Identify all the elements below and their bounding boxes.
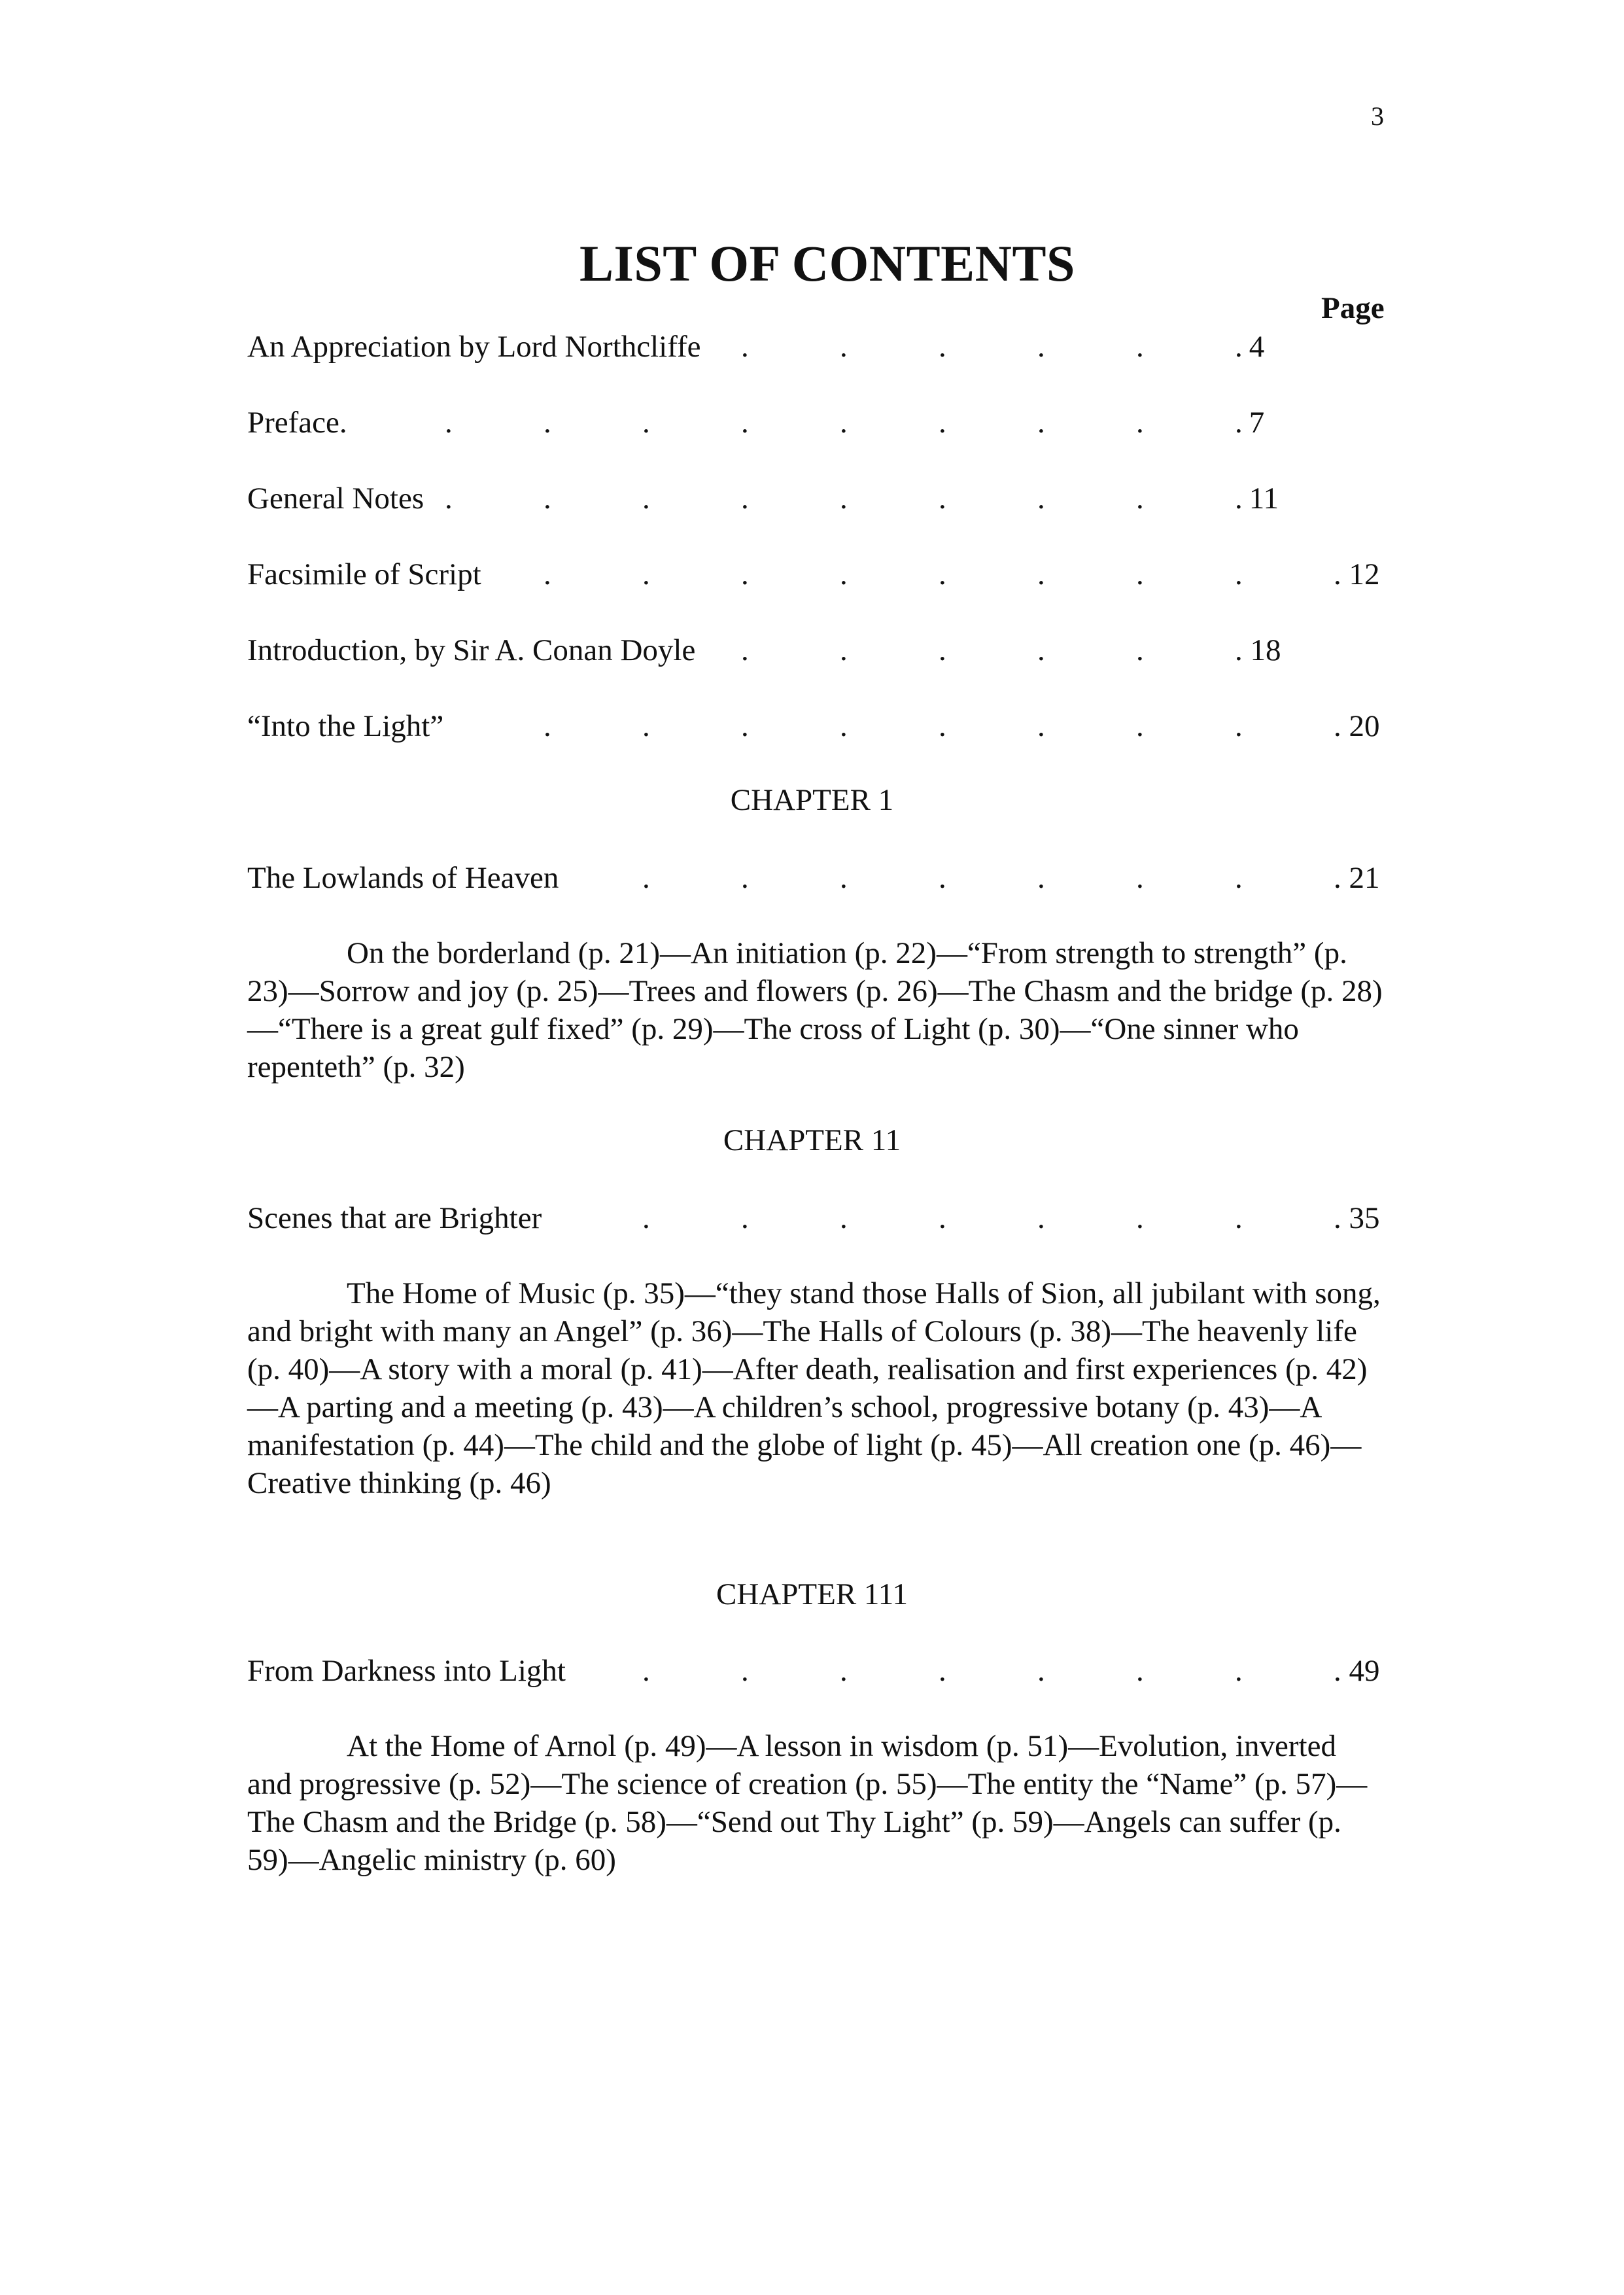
leader-dot: . (642, 1201, 650, 1235)
toc-row[interactable] (247, 403, 1385, 442)
leader-dot: . (840, 330, 848, 364)
page-ref: . 35 (1334, 1201, 1380, 1235)
chapter-summary: On the borderland (p. 21)—An initiation (p. 22)—“From strength to strength” (p. 23)—Sorrow and joy (p. 25)—Trees and flowers (p. 26)—The Chasm and the bridge (p. 28)—“There is a great gulf fixed” (p. 29)—The cross of Light (p. 30)—“One sinner who repenteth” (p. 32) (247, 936, 1383, 1084)
leader-dot: . (741, 406, 749, 440)
chapter-heading: CHAPTER 1 (730, 783, 894, 817)
leader-dot: . (840, 482, 848, 516)
leader-dot: . (1235, 861, 1243, 895)
leader-dot: . (939, 633, 946, 667)
leader-dot: . (1037, 709, 1045, 743)
leader-dot: . (1136, 709, 1144, 743)
toc-row[interactable] (247, 479, 1385, 518)
leader-dot: . (544, 557, 551, 591)
leader-dot: . (1037, 1654, 1045, 1688)
leader-dot: . (544, 482, 551, 516)
page-title: LIST OF CONTENTS (579, 235, 1075, 292)
leader-dot: . (642, 557, 650, 591)
leader-dot: . (339, 406, 347, 440)
leader-dot: . (840, 633, 848, 667)
leader-dot: . (741, 482, 749, 516)
leader-dot: . (840, 1201, 848, 1235)
leader-dot: . (741, 1654, 749, 1688)
toc-entry-label: Introduction, by Sir A. Conan Doyle (247, 633, 696, 667)
leader-dot: . (741, 557, 749, 591)
chapter-title: From Darkness into Light (247, 1654, 566, 1688)
leader-dot: . (1037, 557, 1045, 591)
page-ref: . 21 (1334, 861, 1380, 895)
chapter-heading: CHAPTER 11 (723, 1123, 901, 1157)
leader-dot: . (1235, 709, 1243, 743)
page-ref: . 49 (1334, 1654, 1380, 1688)
toc-row[interactable] (247, 1199, 1385, 1238)
page-column-label: Page (1321, 291, 1385, 325)
toc-row[interactable] (247, 707, 1385, 746)
toc-entry-label: Facsimile of Script (247, 557, 481, 591)
leader-dot: . (1136, 557, 1144, 591)
toc-row[interactable] (247, 327, 1385, 366)
page-ref: . 20 (1334, 709, 1380, 743)
leader-dot: . (642, 482, 650, 516)
leader-dot: . (1037, 482, 1045, 516)
leader-dot: . (939, 1201, 946, 1235)
leader-dot: . (939, 482, 946, 516)
leader-dot: . (1235, 1201, 1243, 1235)
page-ref: 7 (1249, 406, 1265, 440)
leader-dot: . (1037, 861, 1045, 895)
chapter-title: Scenes that are Brighter (247, 1201, 542, 1235)
page-ref: . 12 (1334, 557, 1380, 591)
leader-dot: . (544, 709, 551, 743)
leader-dot: . (1235, 557, 1243, 591)
leader-dot: . (642, 1654, 650, 1688)
leader-dot: . (840, 709, 848, 743)
leader-dot: . (642, 406, 650, 440)
page-number: 3 (1371, 101, 1384, 131)
leader-dot: . (741, 861, 749, 895)
page-ref: 11 (1249, 482, 1279, 516)
leader-dot: . (642, 861, 650, 895)
leader-dot: . (544, 406, 551, 440)
toc-row[interactable] (247, 1651, 1385, 1691)
leader-dot: . (840, 1654, 848, 1688)
toc-row[interactable] (247, 631, 1385, 670)
leader-dot: . (642, 709, 650, 743)
leader-dot: . (1037, 406, 1045, 440)
page-ref: 4 (1249, 330, 1265, 364)
leader-dot: . (840, 406, 848, 440)
toc-entry-label: General Notes (247, 482, 424, 516)
leader-dot: . (1037, 1201, 1045, 1235)
chapter-summary: At the Home of Arnol (p. 49)—A lesson in wisdom (p. 51)—Evolution, inverted and progressive (p. 52)—The science of creation (p. 55)—The entity the “Name” (p. 57)—The Chasm and the Bridge (p. 58)—“Send out Thy Light” (p. 59)—Angels can suffer (p. 59)—Angelic ministry (p. 60) (247, 1729, 1368, 1877)
leader-dot: . (1037, 633, 1045, 667)
leader-dot: . (840, 861, 848, 895)
chapter-title: The Lowlands of Heaven (247, 861, 559, 895)
leader-dot: . (939, 406, 946, 440)
leader-dot: . (939, 861, 946, 895)
leader-dot: . (939, 330, 946, 364)
leader-dot: . (445, 482, 453, 516)
leader-dot: . (1136, 861, 1144, 895)
chapter-summary: The Home of Music (p. 35)—“they stand those Halls of Sion, all jubilant with song, and bright with many an Angel” (p. 36)—The Halls of Colours (p. 38)—The heavenly life (p. 40)—A story with a moral (p. 41)—After death, realisation and first experiences (p. 42)—A parting and a meeting (p. 43)—A children’s school, progressive botany (p. 43)—A manifestation (p. 44)—The child and the globe of light (p. 45)—All creation one (p. 46)—Creative thinking (p. 46) (247, 1276, 1381, 1500)
leader-dot: . (1235, 482, 1243, 516)
toc-entry-label: “Into the Light” (247, 709, 444, 743)
leader-dot: . (939, 557, 946, 591)
leader-dot: . (1136, 1654, 1144, 1688)
toc-entry-label: An Appreciation by Lord Northcliffe (247, 330, 701, 364)
leader-dot: . (741, 1201, 749, 1235)
leader-dot: . (1235, 1654, 1243, 1688)
leader-dot: . (741, 709, 749, 743)
leader-dot: . (840, 557, 848, 591)
leader-dot: . (1136, 482, 1144, 516)
leader-dot: . (939, 709, 946, 743)
leader-dot: . (1235, 330, 1243, 364)
leader-dot: . (1037, 330, 1045, 364)
leader-dot: . (1136, 330, 1144, 364)
page-ref: . 18 (1235, 633, 1281, 667)
toc-row[interactable] (247, 858, 1385, 898)
toc-entry-label: Preface (247, 406, 339, 440)
leader-dot: . (1235, 406, 1243, 440)
leader-dot: . (1136, 406, 1144, 440)
chapter-heading: CHAPTER 111 (716, 1577, 908, 1611)
leader-dot: . (1136, 633, 1144, 667)
leader-dot: . (1136, 1201, 1144, 1235)
leader-dot: . (741, 330, 749, 364)
toc-row[interactable] (247, 555, 1385, 594)
leader-dot: . (741, 633, 749, 667)
leader-dot: . (939, 1654, 946, 1688)
leader-dot: . (445, 406, 453, 440)
